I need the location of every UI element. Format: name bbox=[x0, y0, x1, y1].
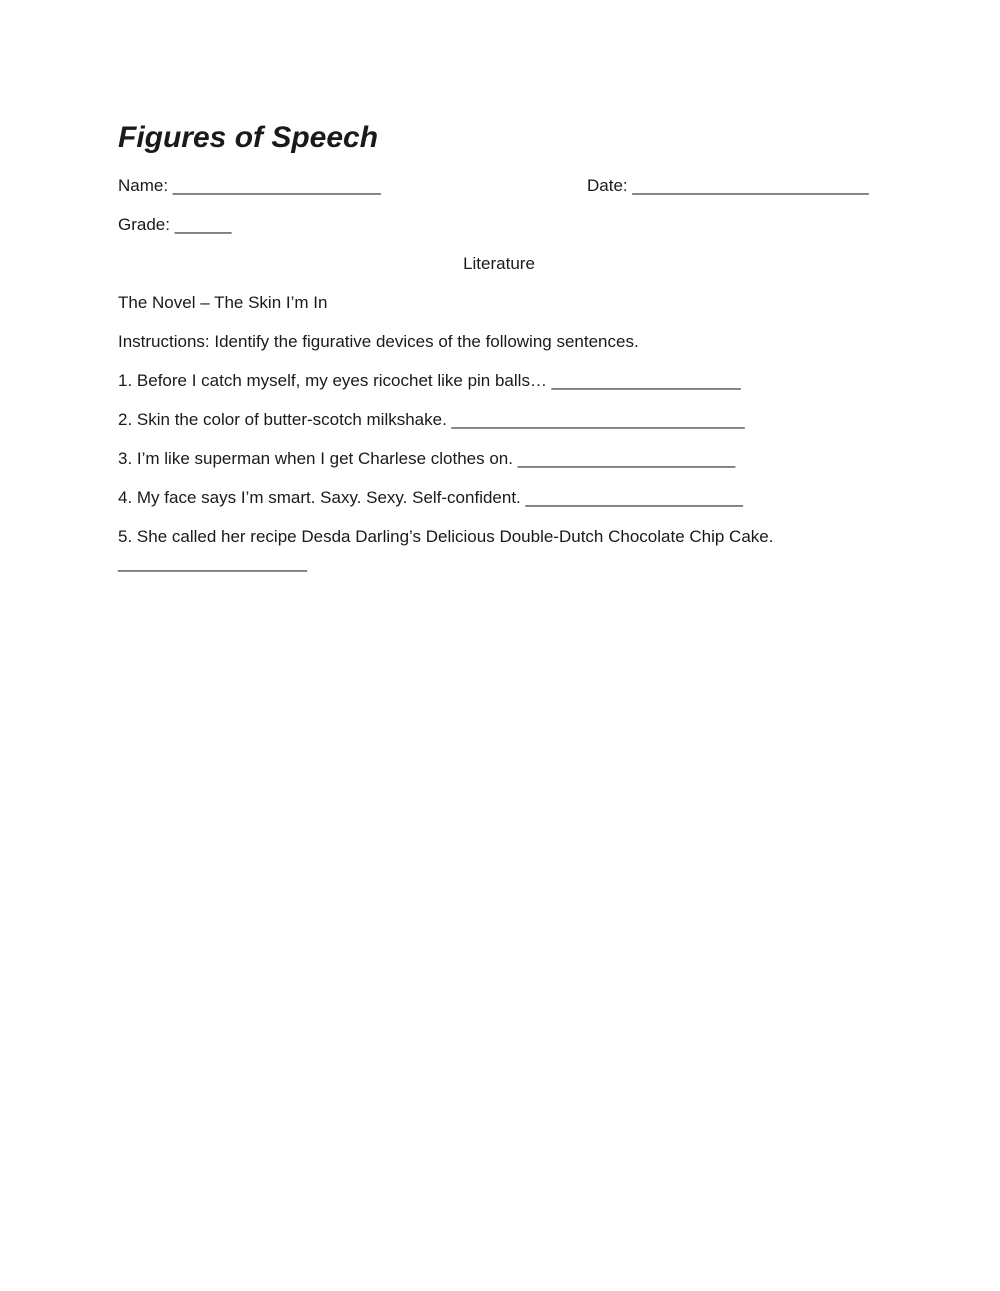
grade-field: Grade: ______ bbox=[118, 215, 232, 234]
worksheet-title: Figures of Speech bbox=[118, 121, 379, 154]
question-3: 3. I’m like superman when I get Charlese clothes on. _______________________ bbox=[118, 449, 736, 468]
question-4: 4. My face says I’m smart. Saxy. Sexy. Self-confident. _______________________ bbox=[118, 488, 743, 507]
question-5: 5. She called her recipe Desda Darling’s Delicious Double-Dutch Chocolate Chip Cake. bbox=[118, 527, 774, 546]
instructions: Instructions: Identify the figurative devices of the following sentences. bbox=[118, 332, 639, 351]
question-5-answer-line: ____________________ bbox=[118, 553, 308, 572]
question-2: 2. Skin the color of butter-scotch milkshake. _______________________________ bbox=[118, 410, 745, 429]
novel-title: The Novel – The Skin I’m In bbox=[118, 293, 328, 312]
date-field: Date: _________________________ bbox=[587, 176, 869, 195]
name-field: Name: ______________________ bbox=[118, 176, 381, 195]
subject-heading: Literature bbox=[463, 254, 535, 273]
question-1: 1. Before I catch myself, my eyes ricochet like pin balls… ____________________ bbox=[118, 371, 741, 390]
